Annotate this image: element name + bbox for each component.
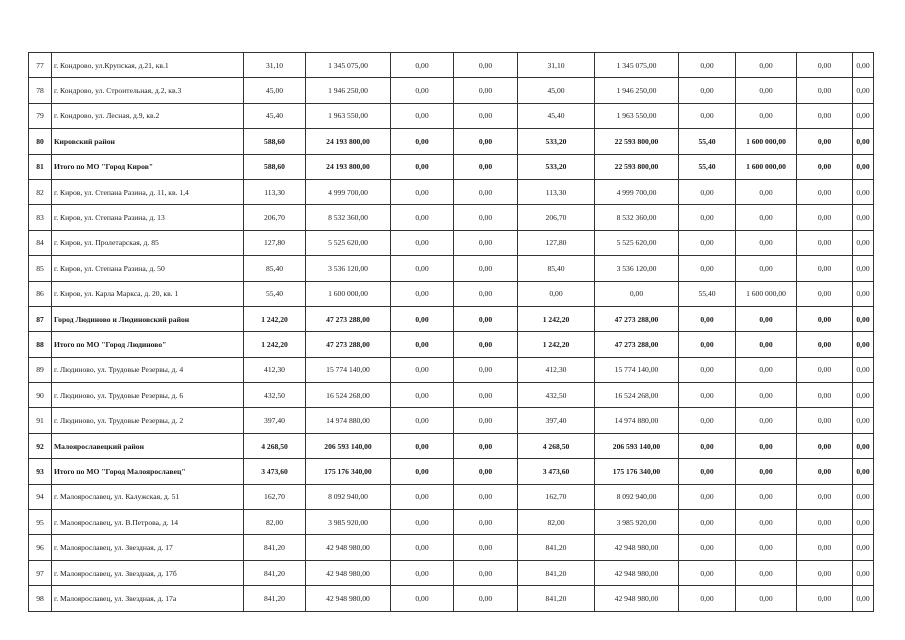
cell-col-12: 0,00 bbox=[853, 484, 874, 509]
cell-area: 397,40 bbox=[244, 408, 306, 433]
cell-address: Малоярославецкий район bbox=[52, 433, 244, 458]
cell-col-10: 0,00 bbox=[736, 484, 797, 509]
cell-col-9: 55,40 bbox=[679, 281, 736, 306]
cell-col-11: 0,00 bbox=[797, 332, 853, 357]
cell-col-9: 55,40 bbox=[679, 154, 736, 179]
cell-area: 841,20 bbox=[244, 535, 306, 560]
cell-col-8: 206 593 140,00 bbox=[595, 433, 679, 458]
table-row bbox=[29, 535, 874, 560]
cell-col-11: 0,00 bbox=[797, 205, 853, 230]
cell-col-8: 3 536 120,00 bbox=[595, 256, 679, 281]
cell-col-5: 0,00 bbox=[391, 103, 454, 128]
document-page bbox=[28, 52, 873, 612]
cell-col-10: 0,00 bbox=[736, 53, 797, 78]
cell-col-7: 841,20 bbox=[518, 586, 595, 611]
cell-col-8: 42 948 980,00 bbox=[595, 586, 679, 611]
cell-col-10: 0,00 bbox=[736, 103, 797, 128]
cell-col-10: 1 600 000,00 bbox=[736, 154, 797, 179]
cell-col-10: 0,00 bbox=[736, 535, 797, 560]
cell-area: 162,70 bbox=[244, 484, 306, 509]
cell-col-10: 0,00 bbox=[736, 586, 797, 611]
table-row bbox=[29, 78, 874, 103]
cell-col-9: 0,00 bbox=[679, 510, 736, 535]
cell-cost: 1 600 000,00 bbox=[306, 281, 391, 306]
cell-col-7: 397,40 bbox=[518, 408, 595, 433]
cell-col-6: 0,00 bbox=[454, 484, 518, 509]
cell-col-6: 0,00 bbox=[454, 560, 518, 585]
cell-row-number: 98 bbox=[29, 586, 52, 611]
cell-col-8: 1 345 075,00 bbox=[595, 53, 679, 78]
cell-address: г. Кондрово, ул. Строительная, д.2, кв.3 bbox=[52, 78, 244, 103]
cell-col-12: 0,00 bbox=[853, 281, 874, 306]
cell-col-12: 0,00 bbox=[853, 586, 874, 611]
cell-col-6: 0,00 bbox=[454, 383, 518, 408]
table-row bbox=[29, 154, 874, 179]
cell-col-10: 0,00 bbox=[736, 205, 797, 230]
cell-col-8: 16 524 268,00 bbox=[595, 383, 679, 408]
cell-col-10: 0,00 bbox=[736, 230, 797, 255]
cell-col-6: 0,00 bbox=[454, 154, 518, 179]
cell-col-11: 0,00 bbox=[797, 408, 853, 433]
cell-row-number: 86 bbox=[29, 281, 52, 306]
cell-col-8: 8 532 360,00 bbox=[595, 205, 679, 230]
cell-address: г. Кондрово, ул.Крупская, д.21, кв.1 bbox=[52, 53, 244, 78]
table-row bbox=[29, 560, 874, 585]
table-row bbox=[29, 408, 874, 433]
table-row bbox=[29, 256, 874, 281]
cell-cost: 47 273 288,00 bbox=[306, 332, 391, 357]
resettlement-table bbox=[28, 52, 874, 612]
cell-cost: 3 536 120,00 bbox=[306, 256, 391, 281]
cell-area: 206,70 bbox=[244, 205, 306, 230]
cell-row-number: 83 bbox=[29, 205, 52, 230]
cell-col-5: 0,00 bbox=[391, 154, 454, 179]
table-row bbox=[29, 433, 874, 458]
cell-col-8: 0,00 bbox=[595, 281, 679, 306]
cell-col-5: 0,00 bbox=[391, 129, 454, 154]
cell-col-5: 0,00 bbox=[391, 53, 454, 78]
cell-address: г. Малоярославец, ул. Калужская, д. 51 bbox=[52, 484, 244, 509]
cell-col-7: 432,50 bbox=[518, 383, 595, 408]
cell-col-11: 0,00 bbox=[797, 433, 853, 458]
cell-row-number: 90 bbox=[29, 383, 52, 408]
cell-col-11: 0,00 bbox=[797, 306, 853, 331]
cell-row-number: 85 bbox=[29, 256, 52, 281]
cell-col-6: 0,00 bbox=[454, 179, 518, 204]
cell-col-12: 0,00 bbox=[853, 129, 874, 154]
cell-col-9: 0,00 bbox=[679, 230, 736, 255]
cell-col-5: 0,00 bbox=[391, 281, 454, 306]
table-row bbox=[29, 510, 874, 535]
cell-col-6: 0,00 bbox=[454, 433, 518, 458]
cell-col-5: 0,00 bbox=[391, 484, 454, 509]
cell-col-12: 0,00 bbox=[853, 179, 874, 204]
cell-col-5: 0,00 bbox=[391, 179, 454, 204]
cell-col-12: 0,00 bbox=[853, 230, 874, 255]
cell-col-5: 0,00 bbox=[391, 510, 454, 535]
cell-row-number: 82 bbox=[29, 179, 52, 204]
cell-col-11: 0,00 bbox=[797, 510, 853, 535]
table-body bbox=[29, 53, 874, 612]
cell-col-7: 31,10 bbox=[518, 53, 595, 78]
cell-row-number: 96 bbox=[29, 535, 52, 560]
cell-col-9: 0,00 bbox=[679, 383, 736, 408]
cell-cost: 42 948 980,00 bbox=[306, 586, 391, 611]
cell-col-11: 0,00 bbox=[797, 78, 853, 103]
cell-col-8: 22 593 800,00 bbox=[595, 154, 679, 179]
cell-col-11: 0,00 bbox=[797, 230, 853, 255]
cell-area: 45,40 bbox=[244, 103, 306, 128]
cell-col-10: 0,00 bbox=[736, 179, 797, 204]
cell-col-12: 0,00 bbox=[853, 459, 874, 484]
table-row bbox=[29, 459, 874, 484]
cell-address: г. Киров, ул. Степана Разина, д. 13 bbox=[52, 205, 244, 230]
cell-area: 4 268,50 bbox=[244, 433, 306, 458]
cell-col-10: 0,00 bbox=[736, 78, 797, 103]
cell-col-12: 0,00 bbox=[853, 53, 874, 78]
cell-col-8: 22 593 800,00 bbox=[595, 129, 679, 154]
cell-col-9: 0,00 bbox=[679, 205, 736, 230]
cell-col-10: 0,00 bbox=[736, 332, 797, 357]
cell-col-11: 0,00 bbox=[797, 484, 853, 509]
cell-col-12: 0,00 bbox=[853, 433, 874, 458]
cell-col-6: 0,00 bbox=[454, 306, 518, 331]
cell-address: г. Киров, ул. Степана Разина, д. 50 bbox=[52, 256, 244, 281]
cell-col-7: 1 242,20 bbox=[518, 332, 595, 357]
cell-cost: 42 948 980,00 bbox=[306, 535, 391, 560]
cell-col-6: 0,00 bbox=[454, 586, 518, 611]
cell-address: г. Малоярославец, ул. Звездная, д. 17б bbox=[52, 560, 244, 585]
cell-address: Город Людиново и Людиновский район bbox=[52, 306, 244, 331]
cell-address: Итого по МО "Город Малоярославец" bbox=[52, 459, 244, 484]
cell-col-5: 0,00 bbox=[391, 560, 454, 585]
table-row bbox=[29, 179, 874, 204]
cell-col-12: 0,00 bbox=[853, 256, 874, 281]
cell-col-8: 1 963 550,00 bbox=[595, 103, 679, 128]
cell-area: 3 473,60 bbox=[244, 459, 306, 484]
cell-col-12: 0,00 bbox=[853, 103, 874, 128]
cell-cost: 24 193 800,00 bbox=[306, 154, 391, 179]
cell-col-11: 0,00 bbox=[797, 281, 853, 306]
cell-address: г. Малоярославец, ул. Звездная, д. 17 bbox=[52, 535, 244, 560]
cell-col-10: 0,00 bbox=[736, 433, 797, 458]
cell-col-10: 0,00 bbox=[736, 408, 797, 433]
cell-col-12: 0,00 bbox=[853, 78, 874, 103]
cell-row-number: 81 bbox=[29, 154, 52, 179]
cell-area: 588,60 bbox=[244, 129, 306, 154]
cell-row-number: 88 bbox=[29, 332, 52, 357]
cell-cost: 1 963 550,00 bbox=[306, 103, 391, 128]
cell-col-6: 0,00 bbox=[454, 78, 518, 103]
cell-area: 1 242,20 bbox=[244, 332, 306, 357]
cell-area: 412,30 bbox=[244, 357, 306, 382]
table-row bbox=[29, 306, 874, 331]
cell-col-8: 175 176 340,00 bbox=[595, 459, 679, 484]
cell-col-10: 0,00 bbox=[736, 560, 797, 585]
table-row bbox=[29, 230, 874, 255]
cell-col-6: 0,00 bbox=[454, 535, 518, 560]
cell-cost: 3 985 920,00 bbox=[306, 510, 391, 535]
cell-col-6: 0,00 bbox=[454, 408, 518, 433]
table-row bbox=[29, 484, 874, 509]
cell-col-6: 0,00 bbox=[454, 230, 518, 255]
cell-col-8: 1 946 250,00 bbox=[595, 78, 679, 103]
cell-cost: 8 092 940,00 bbox=[306, 484, 391, 509]
table-row bbox=[29, 205, 874, 230]
cell-col-9: 0,00 bbox=[679, 53, 736, 78]
cell-col-10: 1 600 000,00 bbox=[736, 281, 797, 306]
cell-col-10: 0,00 bbox=[736, 510, 797, 535]
cell-col-7: 206,70 bbox=[518, 205, 595, 230]
table-row bbox=[29, 383, 874, 408]
cell-address: г. Киров, ул. Пролетарская, д. 85 bbox=[52, 230, 244, 255]
cell-cost: 206 593 140,00 bbox=[306, 433, 391, 458]
cell-col-9: 0,00 bbox=[679, 179, 736, 204]
cell-area: 31,10 bbox=[244, 53, 306, 78]
cell-col-7: 45,00 bbox=[518, 78, 595, 103]
cell-cost: 8 532 360,00 bbox=[306, 205, 391, 230]
cell-col-8: 4 999 700,00 bbox=[595, 179, 679, 204]
cell-row-number: 92 bbox=[29, 433, 52, 458]
cell-col-11: 0,00 bbox=[797, 256, 853, 281]
cell-col-6: 0,00 bbox=[454, 332, 518, 357]
cell-col-6: 0,00 bbox=[454, 205, 518, 230]
cell-col-9: 0,00 bbox=[679, 459, 736, 484]
cell-col-8: 8 092 940,00 bbox=[595, 484, 679, 509]
cell-area: 841,20 bbox=[244, 560, 306, 585]
cell-cost: 47 273 288,00 bbox=[306, 306, 391, 331]
cell-col-5: 0,00 bbox=[391, 332, 454, 357]
cell-col-6: 0,00 bbox=[454, 256, 518, 281]
cell-cost: 4 999 700,00 bbox=[306, 179, 391, 204]
cell-row-number: 97 bbox=[29, 560, 52, 585]
cell-col-10: 0,00 bbox=[736, 256, 797, 281]
cell-col-5: 0,00 bbox=[391, 383, 454, 408]
cell-row-number: 91 bbox=[29, 408, 52, 433]
cell-col-12: 0,00 bbox=[853, 560, 874, 585]
table-row bbox=[29, 129, 874, 154]
cell-col-7: 412,30 bbox=[518, 357, 595, 382]
cell-col-8: 42 948 980,00 bbox=[595, 535, 679, 560]
cell-col-7: 533,20 bbox=[518, 129, 595, 154]
table-row bbox=[29, 53, 874, 78]
cell-area: 1 242,20 bbox=[244, 306, 306, 331]
table-row bbox=[29, 357, 874, 382]
cell-row-number: 78 bbox=[29, 78, 52, 103]
cell-cost: 1 946 250,00 bbox=[306, 78, 391, 103]
cell-col-5: 0,00 bbox=[391, 408, 454, 433]
cell-col-5: 0,00 bbox=[391, 535, 454, 560]
cell-col-9: 0,00 bbox=[679, 103, 736, 128]
cell-area: 45,00 bbox=[244, 78, 306, 103]
cell-col-12: 0,00 bbox=[853, 383, 874, 408]
cell-cost: 14 974 880,00 bbox=[306, 408, 391, 433]
cell-col-5: 0,00 bbox=[391, 586, 454, 611]
cell-col-10: 0,00 bbox=[736, 357, 797, 382]
cell-col-11: 0,00 bbox=[797, 560, 853, 585]
table-row bbox=[29, 103, 874, 128]
cell-col-6: 0,00 bbox=[454, 103, 518, 128]
cell-col-11: 0,00 bbox=[797, 129, 853, 154]
cell-col-11: 0,00 bbox=[797, 383, 853, 408]
cell-col-11: 0,00 bbox=[797, 179, 853, 204]
cell-area: 82,00 bbox=[244, 510, 306, 535]
cell-col-9: 0,00 bbox=[679, 560, 736, 585]
cell-col-8: 47 273 288,00 bbox=[595, 306, 679, 331]
cell-col-8: 47 273 288,00 bbox=[595, 332, 679, 357]
cell-col-8: 42 948 980,00 bbox=[595, 560, 679, 585]
cell-address: г. Киров, ул. Степана Разина, д. 11, кв. 1,4 bbox=[52, 179, 244, 204]
cell-col-7: 113,30 bbox=[518, 179, 595, 204]
cell-col-7: 162,70 bbox=[518, 484, 595, 509]
cell-address: г. Людиново, ул. Трудовые Резервы, д. 4 bbox=[52, 357, 244, 382]
cell-col-7: 841,20 bbox=[518, 535, 595, 560]
cell-col-12: 0,00 bbox=[853, 205, 874, 230]
cell-col-6: 0,00 bbox=[454, 510, 518, 535]
cell-col-12: 0,00 bbox=[853, 408, 874, 433]
cell-col-10: 0,00 bbox=[736, 459, 797, 484]
table-row bbox=[29, 332, 874, 357]
cell-col-8: 14 974 880,00 bbox=[595, 408, 679, 433]
cell-address: г. Киров, ул. Карла Маркса, д. 20, кв. 1 bbox=[52, 281, 244, 306]
cell-row-number: 79 bbox=[29, 103, 52, 128]
cell-col-9: 55,40 bbox=[679, 129, 736, 154]
cell-col-7: 841,20 bbox=[518, 560, 595, 585]
cell-col-9: 0,00 bbox=[679, 535, 736, 560]
cell-area: 55,40 bbox=[244, 281, 306, 306]
cell-area: 127,80 bbox=[244, 230, 306, 255]
cell-col-9: 0,00 bbox=[679, 433, 736, 458]
cell-cost: 175 176 340,00 bbox=[306, 459, 391, 484]
cell-cost: 15 774 140,00 bbox=[306, 357, 391, 382]
cell-col-9: 0,00 bbox=[679, 256, 736, 281]
cell-col-7: 0,00 bbox=[518, 281, 595, 306]
cell-col-8: 15 774 140,00 bbox=[595, 357, 679, 382]
cell-row-number: 87 bbox=[29, 306, 52, 331]
cell-col-10: 0,00 bbox=[736, 306, 797, 331]
cell-cost: 42 948 980,00 bbox=[306, 560, 391, 585]
cell-col-7: 1 242,20 bbox=[518, 306, 595, 331]
cell-address: г. Кондрово, ул. Лесная, д.9, кв.2 bbox=[52, 103, 244, 128]
cell-cost: 16 524 268,00 bbox=[306, 383, 391, 408]
cell-area: 588,60 bbox=[244, 154, 306, 179]
cell-row-number: 89 bbox=[29, 357, 52, 382]
cell-col-5: 0,00 bbox=[391, 306, 454, 331]
cell-cost: 1 345 075,00 bbox=[306, 53, 391, 78]
cell-col-9: 0,00 bbox=[679, 357, 736, 382]
cell-col-9: 0,00 bbox=[679, 586, 736, 611]
cell-col-12: 0,00 bbox=[853, 535, 874, 560]
cell-address: г. Малоярославец, ул. Звездная, д. 17а bbox=[52, 586, 244, 611]
cell-area: 432,50 bbox=[244, 383, 306, 408]
cell-col-5: 0,00 bbox=[391, 433, 454, 458]
cell-cost: 5 525 620,00 bbox=[306, 230, 391, 255]
cell-col-7: 127,80 bbox=[518, 230, 595, 255]
cell-col-7: 82,00 bbox=[518, 510, 595, 535]
cell-row-number: 84 bbox=[29, 230, 52, 255]
cell-col-5: 0,00 bbox=[391, 357, 454, 382]
cell-address: Итого по МО "Город Людиново" bbox=[52, 332, 244, 357]
cell-col-7: 85,40 bbox=[518, 256, 595, 281]
cell-col-11: 0,00 bbox=[797, 154, 853, 179]
cell-col-12: 0,00 bbox=[853, 332, 874, 357]
cell-col-5: 0,00 bbox=[391, 256, 454, 281]
cell-col-11: 0,00 bbox=[797, 586, 853, 611]
cell-col-11: 0,00 bbox=[797, 459, 853, 484]
cell-col-9: 0,00 bbox=[679, 78, 736, 103]
cell-row-number: 94 bbox=[29, 484, 52, 509]
table-row bbox=[29, 586, 874, 611]
cell-row-number: 95 bbox=[29, 510, 52, 535]
cell-col-7: 3 473,60 bbox=[518, 459, 595, 484]
cell-area: 841,20 bbox=[244, 586, 306, 611]
cell-col-7: 45,40 bbox=[518, 103, 595, 128]
cell-address: Кировский район bbox=[52, 129, 244, 154]
cell-cost: 24 193 800,00 bbox=[306, 129, 391, 154]
cell-row-number: 93 bbox=[29, 459, 52, 484]
cell-col-9: 0,00 bbox=[679, 484, 736, 509]
cell-address: Итого по МО "Город Киров" bbox=[52, 154, 244, 179]
cell-col-12: 0,00 bbox=[853, 510, 874, 535]
cell-col-12: 0,00 bbox=[853, 154, 874, 179]
cell-col-9: 0,00 bbox=[679, 408, 736, 433]
cell-area: 85,40 bbox=[244, 256, 306, 281]
cell-col-9: 0,00 bbox=[679, 306, 736, 331]
cell-address: г. Людиново, ул. Трудовые Резервы, д. 2 bbox=[52, 408, 244, 433]
table-row bbox=[29, 281, 874, 306]
cell-col-8: 5 525 620,00 bbox=[595, 230, 679, 255]
cell-col-11: 0,00 bbox=[797, 103, 853, 128]
cell-col-6: 0,00 bbox=[454, 129, 518, 154]
cell-row-number: 77 bbox=[29, 53, 52, 78]
cell-col-5: 0,00 bbox=[391, 230, 454, 255]
cell-row-number: 80 bbox=[29, 129, 52, 154]
cell-col-5: 0,00 bbox=[391, 78, 454, 103]
cell-col-6: 0,00 bbox=[454, 459, 518, 484]
cell-col-12: 0,00 bbox=[853, 306, 874, 331]
cell-col-7: 533,20 bbox=[518, 154, 595, 179]
cell-address: г. Людиново, ул. Трудовые Резервы, д. 6 bbox=[52, 383, 244, 408]
cell-col-11: 0,00 bbox=[797, 357, 853, 382]
cell-col-8: 3 985 920,00 bbox=[595, 510, 679, 535]
cell-col-12: 0,00 bbox=[853, 357, 874, 382]
cell-col-9: 0,00 bbox=[679, 332, 736, 357]
cell-col-6: 0,00 bbox=[454, 357, 518, 382]
cell-col-6: 0,00 bbox=[454, 281, 518, 306]
cell-col-10: 0,00 bbox=[736, 383, 797, 408]
cell-col-5: 0,00 bbox=[391, 459, 454, 484]
cell-col-11: 0,00 bbox=[797, 53, 853, 78]
cell-col-11: 0,00 bbox=[797, 535, 853, 560]
cell-area: 113,30 bbox=[244, 179, 306, 204]
cell-col-7: 4 268,50 bbox=[518, 433, 595, 458]
cell-address: г. Малоярославец, ул. В.Петрова, д. 14 bbox=[52, 510, 244, 535]
cell-col-5: 0,00 bbox=[391, 205, 454, 230]
cell-col-6: 0,00 bbox=[454, 53, 518, 78]
cell-col-10: 1 600 000,00 bbox=[736, 129, 797, 154]
